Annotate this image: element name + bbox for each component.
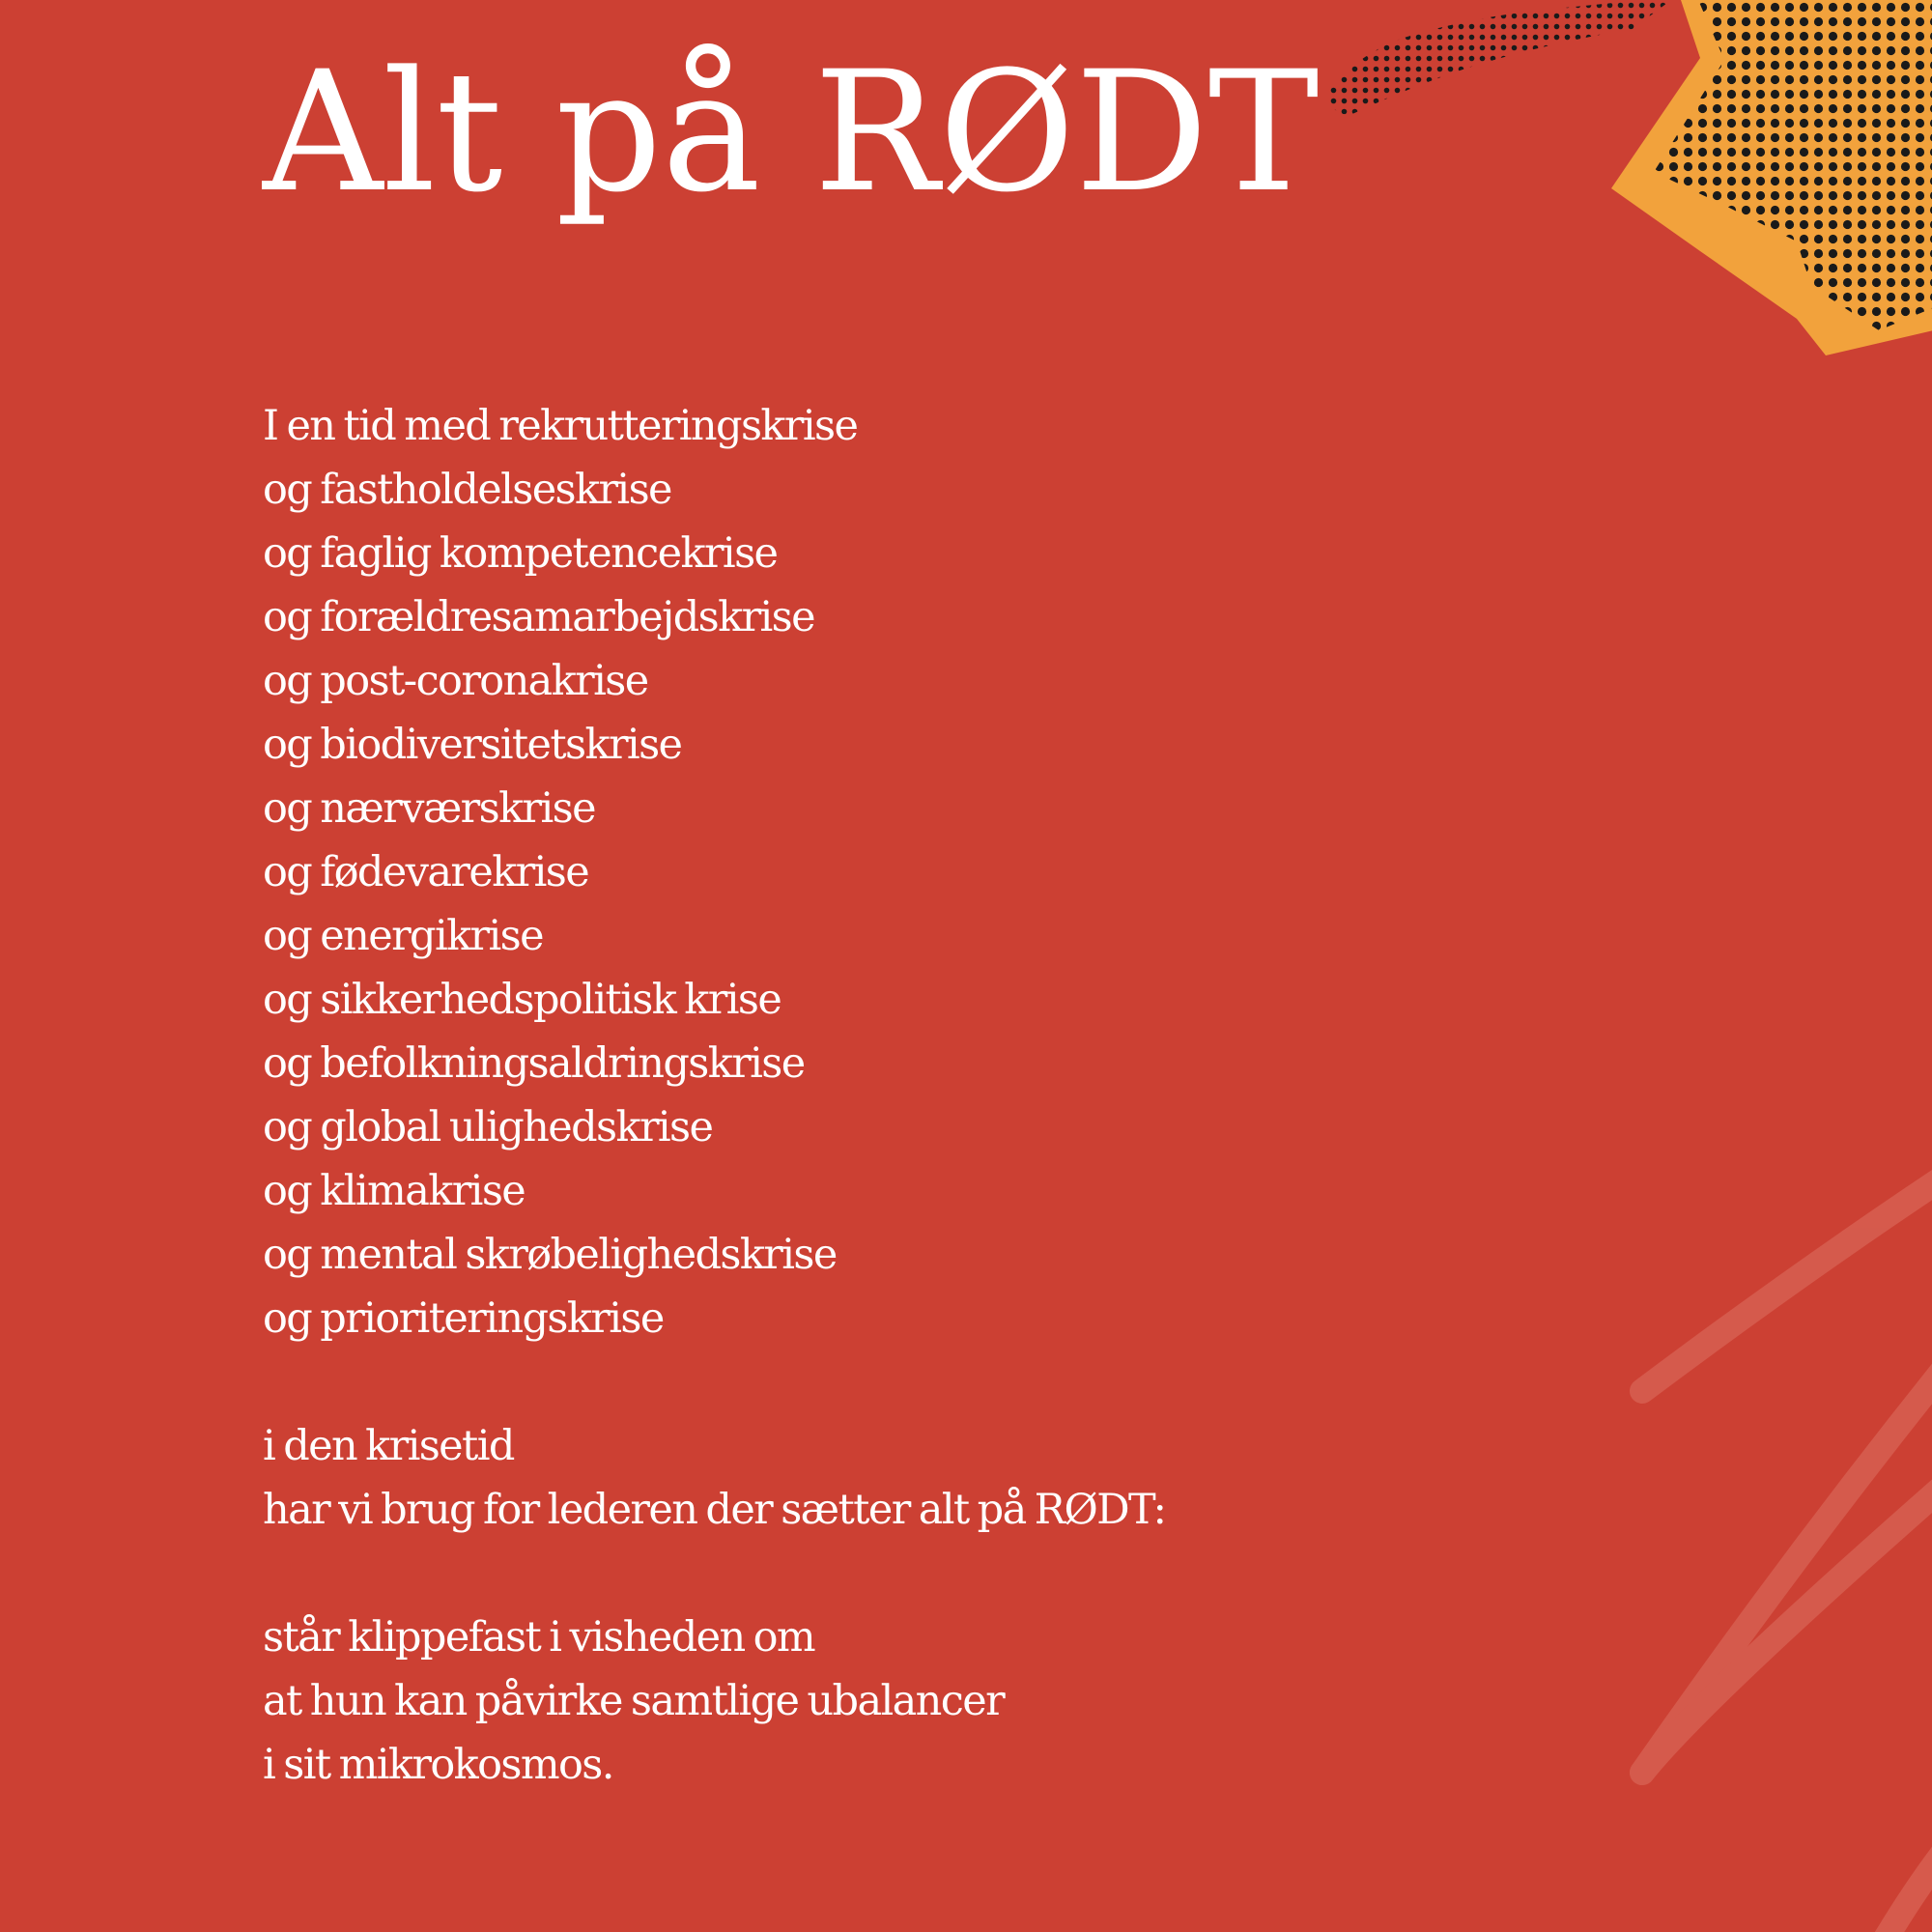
poem-line: og klimakrise bbox=[263, 1167, 526, 1215]
halftone-photo-decoration bbox=[1328, 0, 1932, 355]
poem-line: og sikkerhedspolitisk krise bbox=[263, 976, 781, 1024]
poem-line: står klippefast i visheden om bbox=[263, 1613, 815, 1662]
poem-line: i den krisetid bbox=[263, 1422, 514, 1470]
poem-line: I en tid med rekrutteringskrise bbox=[263, 402, 858, 450]
poem-line: og energikrise bbox=[263, 912, 543, 960]
poem-line: og nærværskrise bbox=[263, 784, 595, 833]
poem-line: og forældresamarbejdskrise bbox=[263, 593, 814, 641]
poem-line: og prioriteringskrise bbox=[263, 1294, 664, 1343]
page-title: Alt på RØDT bbox=[263, 35, 1320, 229]
poem-line: og biodiversitetskrise bbox=[263, 721, 682, 769]
stanza-3 bbox=[263, 1605, 1277, 1797]
poem-line: og faglig kompetencekrise bbox=[263, 529, 778, 578]
poem-line: har vi brug for lederen der sætter alt på RØDT: bbox=[263, 1486, 1166, 1534]
poem-line: og fastholdelseskrise bbox=[263, 466, 671, 514]
poem-line: og post-coronakrise bbox=[263, 657, 648, 705]
scribble-decoration bbox=[1642, 1179, 1932, 1932]
poem-line: og befolkningsaldringskrise bbox=[263, 1039, 805, 1088]
poem-body bbox=[263, 394, 1277, 1797]
stanza-gap bbox=[263, 1542, 1277, 1605]
stanza-gap bbox=[263, 1350, 1277, 1414]
poem-line: og fødevarekrise bbox=[263, 848, 589, 896]
poem-line: at hun kan påvirke samtlige ubalancer bbox=[263, 1677, 1005, 1725]
poem-line: og mental skrøbelighedskrise bbox=[263, 1231, 837, 1279]
poem-line: og global ulighedskrise bbox=[263, 1103, 713, 1151]
stanza-2 bbox=[263, 1414, 1277, 1542]
poem-line: i sit mikrokosmos. bbox=[263, 1741, 613, 1789]
stanza-1 bbox=[263, 394, 1277, 1350]
